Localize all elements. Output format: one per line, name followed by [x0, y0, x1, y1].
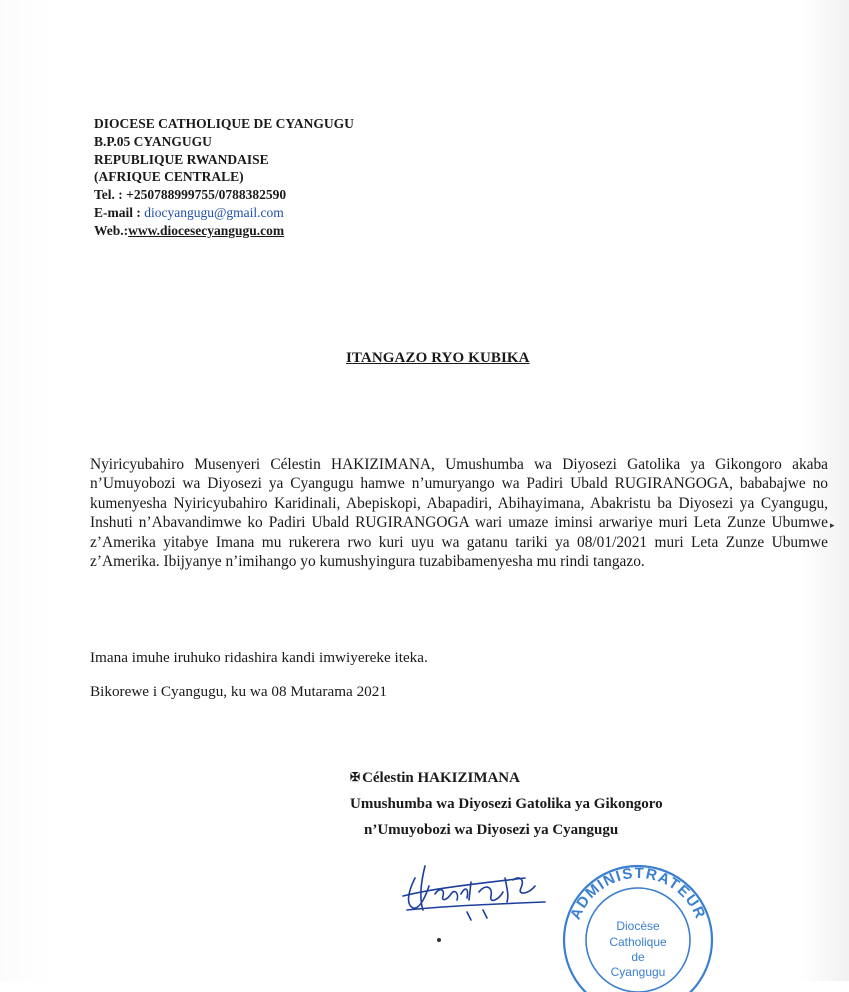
signer-role-2: n’Umuyobozi wa Diyosezi ya Cyangugu [364, 822, 619, 838]
letterhead [94, 115, 354, 240]
signature-block [350, 764, 663, 843]
diocese-name: DIOCESE CATHOLIQUE DE CYANGUGU [94, 116, 354, 131]
official-stamp-icon [556, 862, 726, 992]
web-link[interactable]: www.diocesecyangugu.com [128, 222, 285, 238]
stamp-ring-text: ADMINISTRATEUR [566, 864, 710, 923]
announcement-paragraph: Nyiricyubahiro Musenyeri Célestin HAKIZIMANA, Umushumba wa Diyosezi Gatolika ya Gikongoro akaba n’Umuyobozi wa Diyosezi ya Cyangugu hamwe n’umuryango wa Padiri Ubald RUGIRANGOGA, bababajwe no kumenyesha Nyiricyubahiro Karidinali, Abepiskopi, Abapadiri, Abihayimana, Abakristu ba Diyosezi ya Cyangugu, Inshuti n’Abavandimwe ko Padiri Ubald RUGIRANGOGA wari umaze iminsi arwariye muri Leta Zunze Ubumwe z’Amerika yitabye Imana mu rukerera rwo kuri uyu wa gatanu tariki ya 08/01/2021 muri Leta Zunze Ubumwe z’Amerika. Ibijyanye n’imihango yo kumushyingura tuzabibamenyesha mu rindi tangazo. [90, 456, 828, 571]
signer-role-1: Umushumba wa Diyosezi Gatolika ya Gikongoro [350, 796, 663, 812]
web-line [94, 222, 354, 240]
stamp-line-1: Diocèse [616, 919, 660, 933]
email-line [94, 204, 354, 222]
ink-dot [437, 938, 441, 942]
country: REPUBLIQUE RWANDAISE [94, 151, 269, 167]
svg-text:ADMINISTRATEUR [567, 865, 709, 922]
margin-mark: ▸ [830, 520, 835, 530]
signer-name-line [350, 764, 663, 791]
region: (AFRIQUE CENTRALE) [94, 169, 244, 185]
postal-box: B.P.05 CYANGUGU [94, 133, 212, 149]
cross-icon: ✠ [350, 770, 361, 784]
document-title: ITANGAZO RYO KUBIKA [346, 350, 530, 366]
stamp-line-3: de [631, 950, 645, 964]
prayer-line: Imana imuhe iruhuko ridashira kandi imwiyereke iteka. [90, 649, 428, 666]
telephone: Tel. : +250788999755/0788382590 [94, 187, 287, 203]
stamp-line-4: Cyangugu [610, 965, 666, 979]
signer-name: Célestin HAKIZIMANA [362, 770, 520, 786]
stamp-line-2: Catholique [609, 935, 667, 949]
email-link[interactable]: diocyangugu@gmail.com [144, 204, 284, 220]
web-label: Web.: [94, 222, 129, 238]
handwritten-signature-icon [395, 848, 565, 928]
date-line: Bikorewe i Cyangugu, ku wa 08 Mutarama 2021 [90, 683, 387, 700]
email-label: E-mail : [94, 204, 145, 220]
